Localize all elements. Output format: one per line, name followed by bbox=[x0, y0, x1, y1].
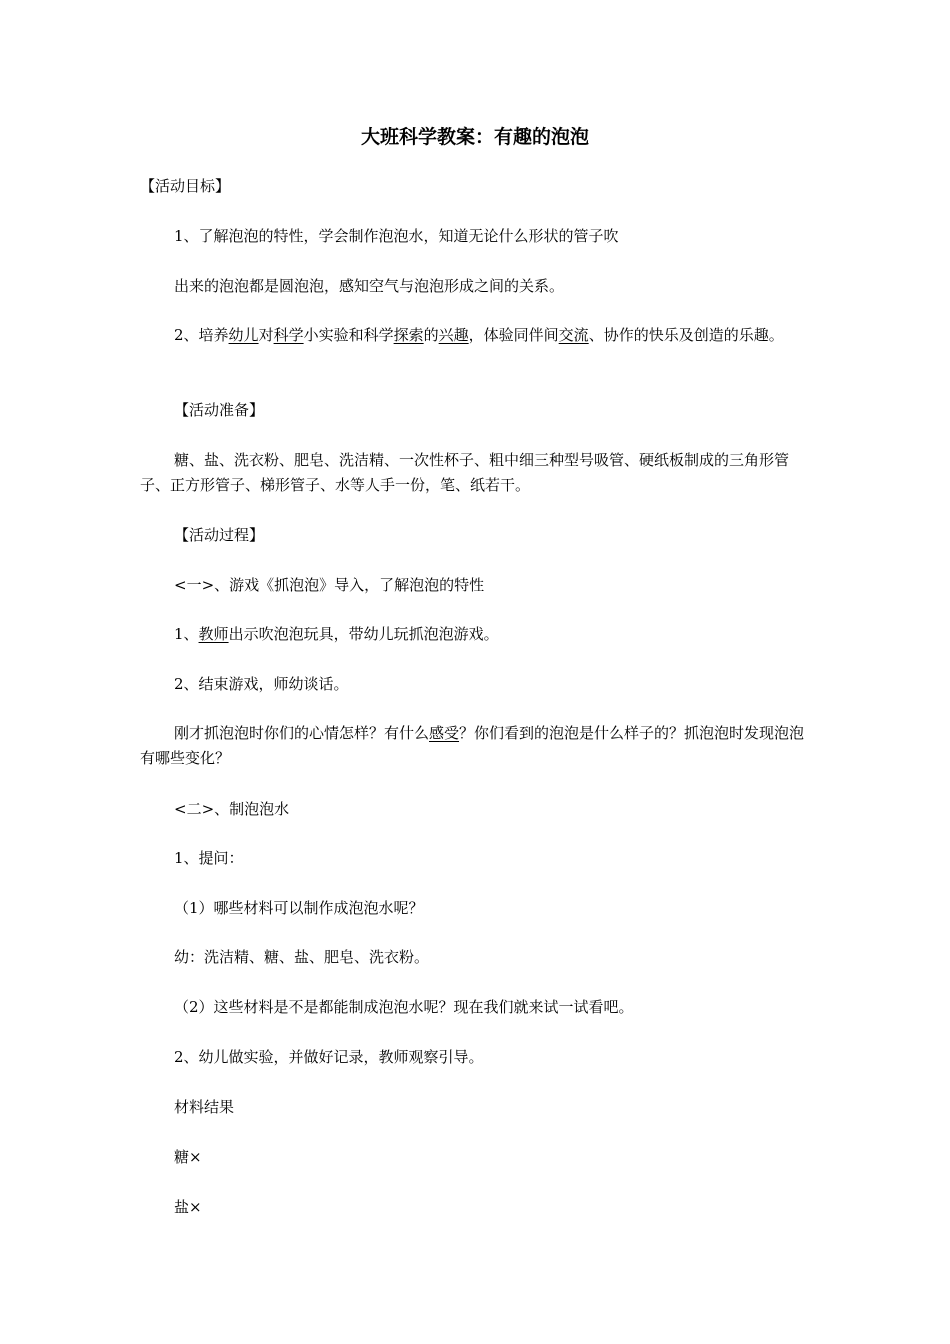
step-2-question-2: （2）这些材料是不是都能制成泡泡水呢？现在我们就来试一试看吧。 bbox=[174, 998, 634, 1016]
goal-2-text: 小实验和科学 bbox=[303, 326, 394, 344]
step-2-item-2: 2、幼儿做实验，并做好记录，教师观察引导。 bbox=[174, 1048, 484, 1066]
section-heading-goals: 【活动目标】 bbox=[140, 177, 231, 195]
link-xingqu[interactable]: 兴趣 bbox=[438, 326, 469, 344]
section-heading-process: 【活动过程】 bbox=[174, 526, 265, 544]
goal-2-text: 的 bbox=[423, 326, 439, 344]
link-ganshou[interactable]: 感受 bbox=[429, 724, 460, 742]
section-heading-prep: 【活动准备】 bbox=[174, 401, 265, 419]
link-youer[interactable]: 幼儿 bbox=[228, 326, 259, 344]
goal-1-line-2: 出来的泡泡都是圆泡泡，感知空气与泡泡形成之间的关系。 bbox=[174, 277, 565, 295]
link-jiaoshi[interactable]: 教师 bbox=[198, 625, 229, 643]
prep-paragraph: 糖、盐、洗衣粉、肥皂、洗洁精、一次性杯子、粗中细三种型号吸管、硬纸板制成的三角形管子、正方形管子、梯形管子、水等人手一份，笔、纸若干。 bbox=[140, 451, 790, 494]
step-2-heading: <二>、制泡泡水 bbox=[174, 800, 290, 818]
goal-2-text: 2、培养 bbox=[174, 326, 229, 344]
goal-2-text: ，体验同伴间 bbox=[468, 326, 559, 344]
goal-1-line-1: 1、了解泡泡的特性，学会制作泡泡水，知道无论什么形状的管子吹 bbox=[174, 227, 619, 245]
step-2-item-1: 1、提问： bbox=[174, 849, 244, 867]
step-1-item-1-text: 1、 bbox=[174, 625, 199, 643]
step-1-item-2: 2、结束游戏，师幼谈话。 bbox=[174, 675, 349, 693]
goal-2-paragraph bbox=[140, 323, 812, 348]
step-1-talk-text: ？你们看到的泡泡是什么样子的？抓泡泡时发现泡泡有哪些变化？ bbox=[140, 724, 805, 767]
result-row-salt: 盐× bbox=[174, 1198, 202, 1216]
step-2-question-1: （1）哪些材料可以制作成泡泡水呢？ bbox=[174, 899, 424, 917]
result-row-sugar: 糖× bbox=[174, 1148, 202, 1166]
step-1-heading: <一>、游戏《抓泡泡》导入，了解泡泡的特性 bbox=[174, 576, 485, 594]
result-table-header: 材料结果 bbox=[174, 1098, 235, 1116]
link-tansuo[interactable]: 探索 bbox=[393, 326, 424, 344]
link-kexue[interactable]: 科学 bbox=[273, 326, 304, 344]
link-jiaoliu[interactable]: 交流 bbox=[558, 326, 589, 344]
step-1-item-1-text: 出示吹泡泡玩具，带幼儿玩抓泡泡游戏。 bbox=[228, 625, 499, 643]
goal-2-text: 对 bbox=[258, 326, 274, 344]
step-1-talk bbox=[140, 721, 812, 771]
step-1-item-1 bbox=[140, 622, 812, 647]
document-title: 大班科学教案：有趣的泡泡 bbox=[360, 126, 589, 148]
goal-2-text: 、协作的快乐及创造的乐趣。 bbox=[588, 326, 784, 344]
step-2-answer-1: 幼：洗洁精、糖、盐、肥皂、洗衣粉。 bbox=[174, 948, 430, 966]
step-1-talk-text: 刚才抓泡泡时你们的心情怎样？有什么 bbox=[174, 724, 430, 742]
